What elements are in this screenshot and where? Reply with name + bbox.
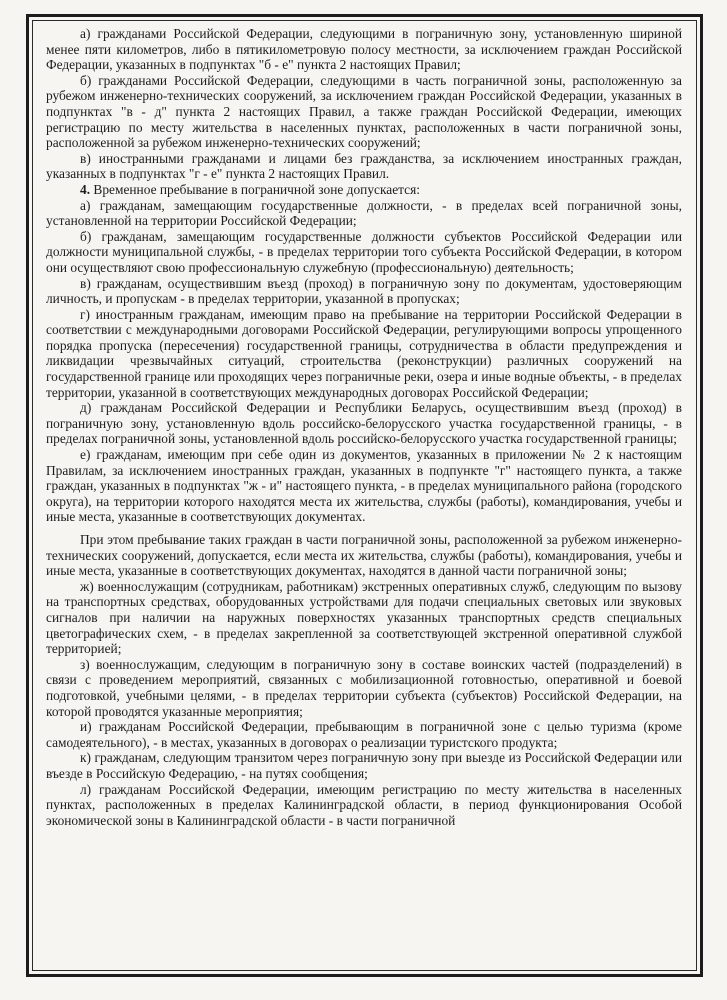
- paragraph-4a: а) гражданам, замещающим государственные должности, - в пределах всей пограничной зоны, установленной на территории Российской Федерации;: [46, 197, 682, 229]
- paragraph-4e-note: При этом пребывание таких граждан в части пограничной зоны, расположенной за рубежом инженерно-технических сооружений, допускается, если места их жительства, службы (работы), командирования, учебы и иные места, указанные в соответствующих документах, находятся в данной части пограничной зоны;: [46, 532, 682, 579]
- paragraph-4v: в) гражданам, осуществившим въезд (проход) в пограничную зону по документам, удостоверяющим личность, и пропускам - в пределах территории, указанной в пропусках;: [46, 275, 682, 307]
- paragraph-4l: л) гражданам Российской Федерации, имеющим регистрацию по месту жительства в населенных пунктах, расположенных в пределах Калининградской области, в период функционирования Особой экономической зоны в Калининградской области - в части пограничной: [46, 781, 682, 828]
- paragraph-3b: б) гражданами Российской Федерации, следующими в часть пограничной зоны, расположенную за рубежом инженерно-технических сооружений, за исключением граждан Российской Федерации, указанных в подпунктах "в - д" пункта 2 настоящих Правил, а также граждан Российской Федерации, имеющих регистрацию по месту жительства в населенных пунктах, расположенных в части пограничной зоны, расположенной за рубежом инженерно-технических сооружений;: [46, 72, 682, 151]
- paragraph-3v: в) иностранными гражданами и лицами без гражданства, за исключением иностранных граждан, указанных в подпунктах "г - е" пункта 2 настоящих Правил.: [46, 150, 682, 182]
- paragraph-4g: г) иностранным гражданам, имеющим право на пребывание на территории Российской Федерации в соответствии с международными договорами Российской Федерации, регулирующими вопросы упрощенного порядка пропуска (пересечения) государственной границы, сотрудничества в области предупреждения и ликвидации чрезвычайных ситуаций, строительства (реконструкции) различных сооружений на государственной границе или проходящих через пограничные реки, озера и иные водные объекты, - в пределах территории, указанной в соответствующих международных договорах Российской Федерации;: [46, 306, 682, 400]
- paragraph-3a: а) гражданами Российской Федерации, следующими в пограничную зону, установленную шириной менее пяти километров, либо в пятикилометровую полосу местности, за исключением граждан Российской Федерации, указанных в подпунктах "б - е" пункта 2 настоящих Правил;: [46, 26, 682, 73]
- paragraph-4zh: ж) военнослужащим (сотрудникам, работникам) экстренных оперативных служб, следующим по вызову на транспортных средствах, оборудованных устройствами для подачи специальных световых или звуковых сигналов при наличии на наружных поверхностях указанных транспортных средств специальных цветографических схем, - в пределах закрепленной за соответствующей экстренной оперативной службой территорией;: [46, 578, 682, 657]
- section-4-heading: 4. Временное пребывание в пограничной зоне допускается:: [80, 181, 421, 197]
- paragraph-4e: е) гражданам, имеющим при себе один из документов, указанных в приложении № 2 к настоящим Правилам, за исключением иностранных граждан, указанных в подпункте "г" настоящего пункта, а также граждан, указанных в подпунктах "ж - и" настоящего пункта, - в пределах муниципального района (городского округа), на территории которого находятся места их жительства, службы (работы), командирования, учебы и иные места, указанные в соответствующих документах.: [46, 447, 682, 525]
- paragraph-4b: б) гражданам, замещающим государственные должности субъектов Российской Федерации или должности муниципальной службы, - в пределах территории того субъекта Российской Федерации, в котором они осуществляют свою профессиональную служебную (профессиональную) деятельность;: [46, 228, 682, 275]
- paragraph-4d: д) гражданам Российской Федерации и Республики Беларусь, осуществившим въезд (проход) в пограничную зону, установленную вдоль российско-белорусского участка государственной границы, - в пределах пограничной зоны, установленной вдоль российско-белорусского участка государственной границы;: [46, 400, 682, 447]
- paragraph-4z: з) военнослужащим, следующим в пограничную зону в составе воинских частей (подразделений) в связи с проведением мероприятий, связанных с мобилизационной готовностью, оперативной и боевой подготовкой, учебными целями, - в пределах территории субъекта (субъектов) Российской Федерации, на которой проводятся указанные мероприятия;: [46, 656, 682, 719]
- paragraph-4i: и) гражданам Российской Федерации, пребывающим в пограничной зоне с целью туризма (кроме самодеятельного), - в местах, указанных в договорах о реализации туристского продукта;: [46, 719, 682, 750]
- paragraph-4k: к) гражданам, следующим транзитом через пограничную зону при выезде из Российской Федерации или въезде в Российскую Федерацию, - на путях сообщения;: [46, 750, 682, 781]
- document-body: [46, 26, 682, 828]
